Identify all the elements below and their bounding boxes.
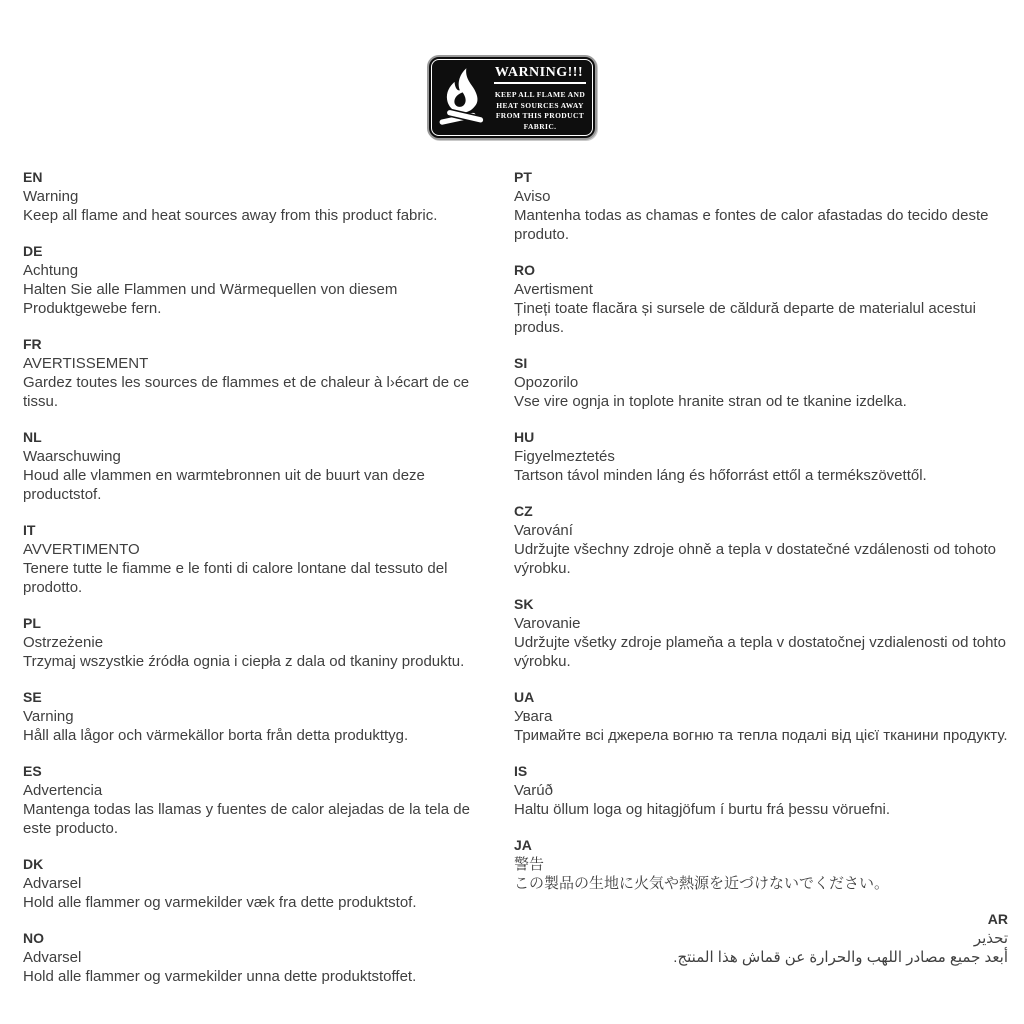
campfire-icon <box>431 63 493 133</box>
warning-title: AVVERTIMENTO <box>23 541 140 558</box>
warning-text: Tartson távol minden láng és hőforrást ettől a termékszövettől. <box>514 467 927 484</box>
warning-title: Waarschuwing <box>23 448 121 465</box>
language-section-pt <box>514 168 1008 244</box>
language-section-nl <box>23 428 491 504</box>
badge-subtitle-line: FROM THIS PRODUCT <box>495 111 585 120</box>
language-section-cz <box>514 502 1008 578</box>
language-section-sk <box>514 595 1008 671</box>
warning-title: Advertencia <box>23 782 103 799</box>
warning-text: Trzymaj wszystkie źródła ognia i ciepła z dala od tkaniny produktu. <box>23 653 465 670</box>
language-section-pl <box>23 614 491 671</box>
language-section-is <box>514 762 1008 819</box>
language-code: IT <box>23 522 36 538</box>
warning-title: Ostrzeżenie <box>23 634 104 651</box>
language-code: HU <box>514 429 535 445</box>
warning-title: Varning <box>23 708 74 725</box>
language-code: FR <box>23 336 42 352</box>
warning-text: Hold alle flammer og varmekilder væk fra dette produktstof. <box>23 894 417 911</box>
warning-text: Halten Sie alle Flammen und Wärmequellen von diesem Produktgewebe fern. <box>23 281 398 317</box>
language-section-dk <box>23 855 491 912</box>
language-section-de <box>23 242 491 318</box>
language-code: RO <box>514 262 535 278</box>
warning-badge <box>427 55 597 140</box>
language-code: SI <box>514 355 528 371</box>
warning-text: この製品の生地に火気や熱源を近づけないでください。 <box>514 875 890 892</box>
warning-text: Mantenha todas as chamas e fontes de calor afastadas do tecido deste produto. <box>514 207 989 243</box>
right-column <box>514 168 1008 1003</box>
warning-title: 警告 <box>514 856 545 873</box>
warning-title: AVERTISSEMENT <box>23 355 149 372</box>
warning-text: Udržujte všechny zdroje ohně a tepla v dostatečné vzdálenosti od tohoto výrobku. <box>514 541 996 577</box>
warning-text: Tenere tutte le fiamme e le fonti di calore lontane dal tessuto del prodotto. <box>23 560 448 596</box>
warning-title: تحذير <box>973 930 1008 947</box>
language-section-ua <box>514 688 1008 745</box>
language-section-si <box>514 354 1008 411</box>
warning-text: Gardez toutes les sources de flammes et de chaleur à l›écart de ce tissu. <box>23 374 470 410</box>
language-code: DE <box>23 243 43 259</box>
warning-text: Тримайте всі джерела вогню та тепла подалі від цієї тканини продукту. <box>514 727 1008 744</box>
language-section-ar <box>514 910 1008 967</box>
language-code: ES <box>23 763 42 779</box>
warning-text: Haltu öllum loga og hitagjöfum í burtu frá þessu vöruefni. <box>514 801 891 818</box>
warning-title: Varovanie <box>514 615 581 632</box>
warning-title: Aviso <box>514 188 551 205</box>
language-code: AR <box>987 911 1008 927</box>
language-section-hu <box>514 428 1008 485</box>
warning-title: Advarsel <box>23 949 82 966</box>
language-code: IS <box>514 763 528 779</box>
language-code: CZ <box>514 503 533 519</box>
warning-title: Avertisment <box>514 281 593 298</box>
language-section-ro <box>514 261 1008 337</box>
language-code: NO <box>23 930 44 946</box>
language-section-it <box>23 521 491 597</box>
warning-title: Warning <box>23 188 79 205</box>
language-section-se <box>23 688 491 745</box>
left-column <box>23 168 491 1003</box>
language-section-es <box>23 762 491 838</box>
warning-text: Houd alle vlammen en warmtebronnen uit de buurt van deze productstof. <box>23 467 425 503</box>
warning-text: Udržujte všetky zdroje plameňa a tepla v dostatočnej vzdialenosti od tohto výrobku. <box>514 634 1006 670</box>
language-code: EN <box>23 169 43 185</box>
warning-text: Hold alle flammer og varmekilder unna dette produktstoffet. <box>23 968 417 985</box>
language-code: PT <box>514 169 532 185</box>
badge-area <box>0 0 1024 140</box>
language-code: SE <box>23 689 42 705</box>
language-code: SK <box>514 596 534 612</box>
badge-subtitle <box>493 90 587 132</box>
language-code: UA <box>514 689 535 705</box>
language-code: NL <box>23 429 42 445</box>
warning-title: Advarsel <box>23 875 82 892</box>
warning-title: Varování <box>514 522 573 539</box>
language-code: JA <box>514 837 532 853</box>
warning-title: Opozorilo <box>514 374 579 391</box>
warning-text: Keep all flame and heat sources away from this product fabric. <box>23 207 438 224</box>
badge-subtitle-line: FABRIC. <box>523 121 557 131</box>
language-code: PL <box>23 615 41 631</box>
badge-text <box>493 63 589 132</box>
warning-text: Mantenga todas las llamas y fuentes de calor alejadas de la tela de este producto. <box>23 801 470 837</box>
warning-translations <box>0 140 1024 1003</box>
language-code: DK <box>23 856 44 872</box>
warning-title: Увага <box>514 708 553 725</box>
badge-title: WARNING!!! <box>494 65 586 84</box>
warning-title: Varúð <box>514 782 553 799</box>
language-section-en <box>23 168 491 225</box>
warning-text: Țineți toate flacăra și sursele de căldură departe de materialul acestui produs. <box>514 300 976 336</box>
warning-title: Achtung <box>23 262 79 279</box>
warning-text: أبعد جميع مصادر اللهب والحرارة عن قماش هذا المنتج. <box>673 949 1008 966</box>
badge-subtitle-line: HEAT SOURCES AWAY <box>496 100 584 110</box>
language-section-fr <box>23 335 491 411</box>
badge-subtitle-line: KEEP ALL FLAME AND <box>494 90 586 99</box>
warning-text: Håll alla lågor och värmekällor borta från detta produkttyg. <box>23 727 409 744</box>
warning-text: Vse vire ognja in toplote hranite stran od te tkanine izdelka. <box>514 393 907 410</box>
language-section-ja <box>514 836 1008 893</box>
language-section-no <box>23 929 491 986</box>
warning-title: Figyelmeztetés <box>514 448 615 465</box>
